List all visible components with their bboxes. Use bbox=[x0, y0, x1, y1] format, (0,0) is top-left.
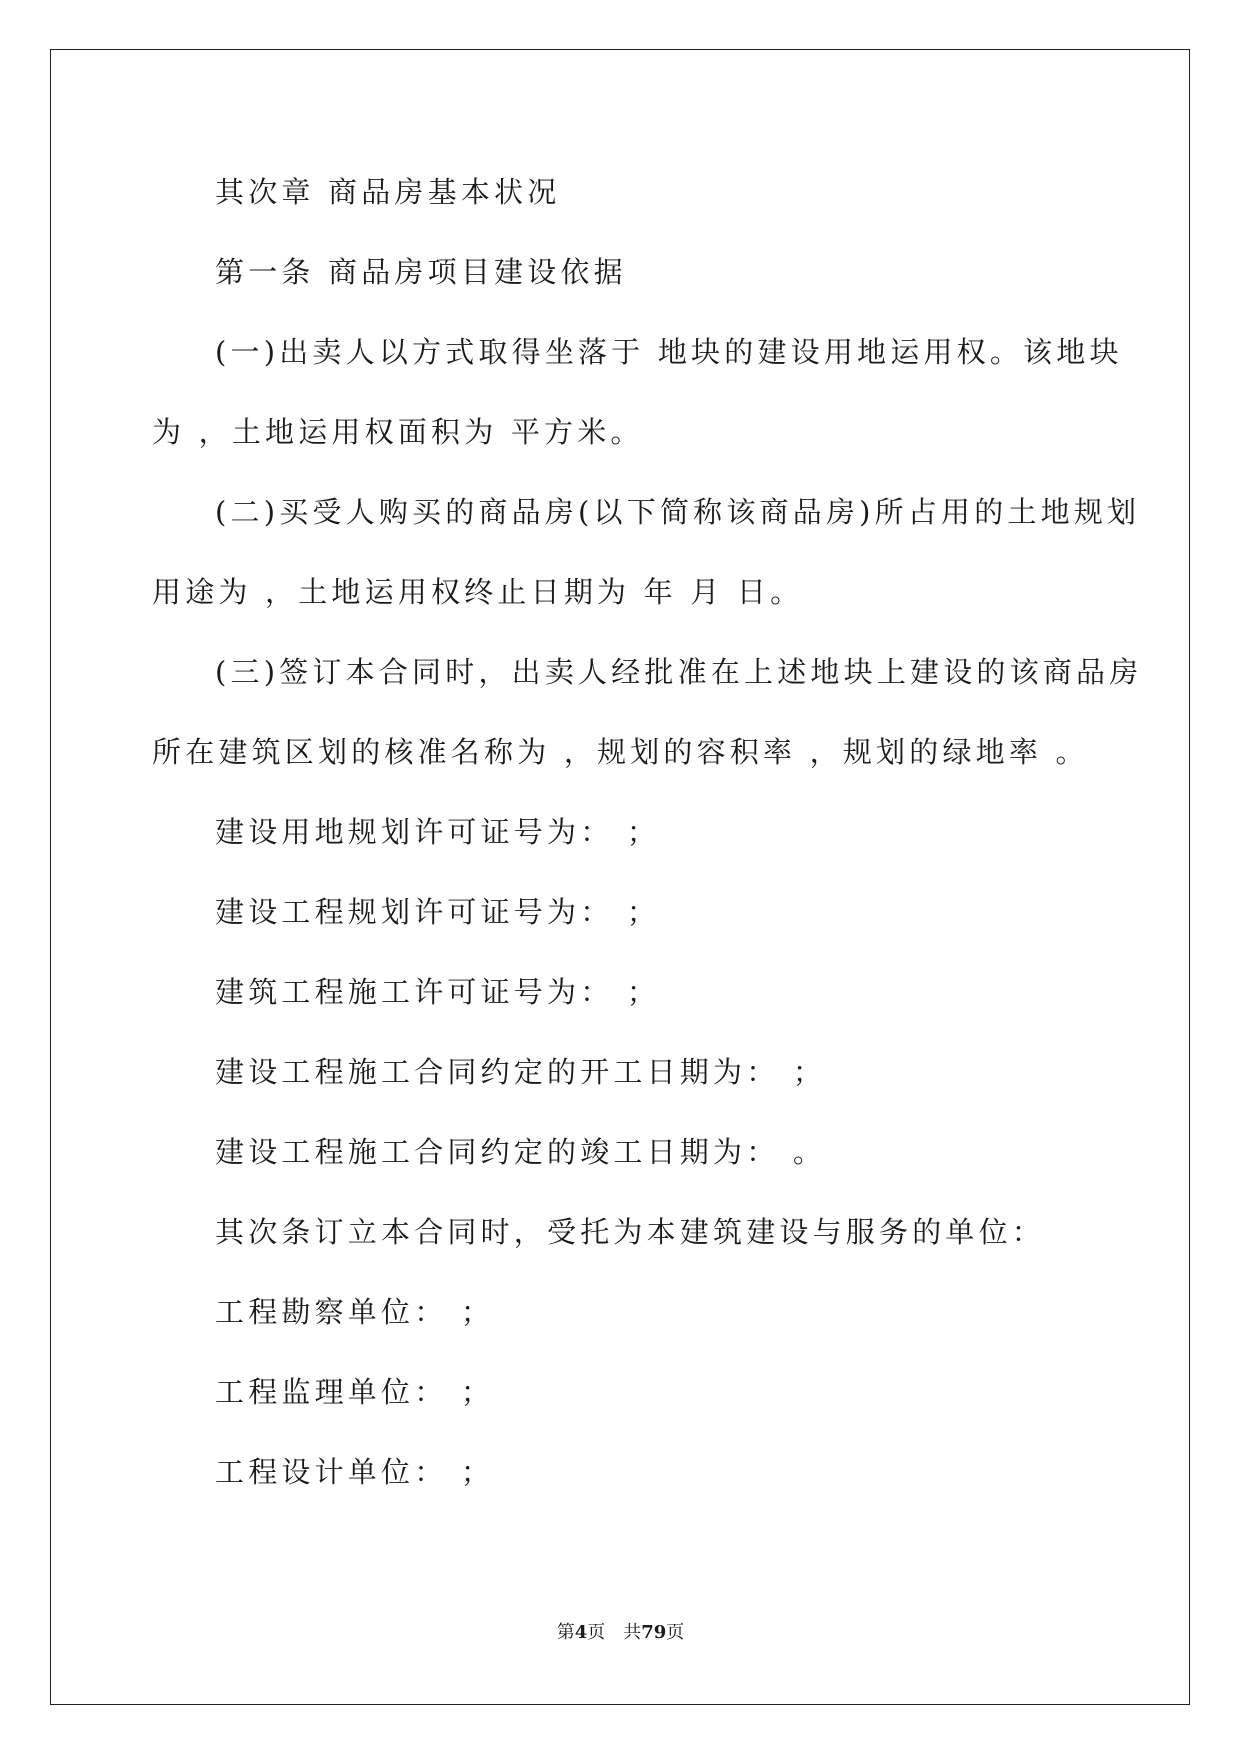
chapter-heading: 其次章 商品房基本状况 bbox=[215, 175, 561, 209]
total-suffix: 页 bbox=[666, 1622, 685, 1643]
current-page-number: 4 bbox=[574, 1622, 588, 1643]
paragraph-line: 建设工程规划许可证号为： ； bbox=[215, 895, 661, 929]
page-suffix: 页 bbox=[587, 1622, 606, 1643]
paragraph-line: 所在建筑区划的核准名称为 ，规划的容积率 ，规划的绿地率 。 bbox=[152, 735, 1089, 769]
paragraph-line: 建设用地规划许可证号为： ； bbox=[215, 815, 661, 849]
paragraph-line: 建筑工程施工许可证号为： ； bbox=[215, 975, 661, 1009]
paragraph-line: (三)签订本合同时，出卖人经批准在上述地块上建设的该商品房 bbox=[215, 655, 1143, 689]
paragraph-line: (二)买受人购买的商品房(以下简称该商品房)所占用的土地规划 bbox=[215, 495, 1141, 529]
article-heading: 第一条 商品房项目建设依据 bbox=[215, 255, 627, 289]
total-page-count: 79 bbox=[641, 1622, 667, 1643]
page-prefix: 第 bbox=[556, 1622, 575, 1643]
paragraph-line: 为 ，土地运用权面积为 平方米。 bbox=[152, 415, 644, 449]
page-footer bbox=[0, 1621, 1241, 1645]
total-prefix: 共 bbox=[623, 1622, 642, 1643]
paragraph-line: 建设工程施工合同约定的开工日期为： ； bbox=[215, 1055, 827, 1089]
paragraph-line: 工程设计单位： ； bbox=[215, 1455, 495, 1489]
paragraph-line: 工程勘察单位： ； bbox=[215, 1295, 495, 1329]
paragraph-line: (一)出卖人以方式取得坐落于 地块的建设用地运用权。该地块 bbox=[215, 335, 1123, 369]
paragraph-line: 建设工程施工合同约定的竣工日期为： 。 bbox=[215, 1135, 827, 1169]
paragraph-line: 工程监理单位： ； bbox=[215, 1375, 495, 1409]
paragraph-line: 其次条订立本合同时，受托为本建筑建设与服务的单位： bbox=[215, 1215, 1046, 1249]
paragraph-line: 用途为 ，土地运用权终止日期为 年 月 日。 bbox=[152, 575, 804, 609]
